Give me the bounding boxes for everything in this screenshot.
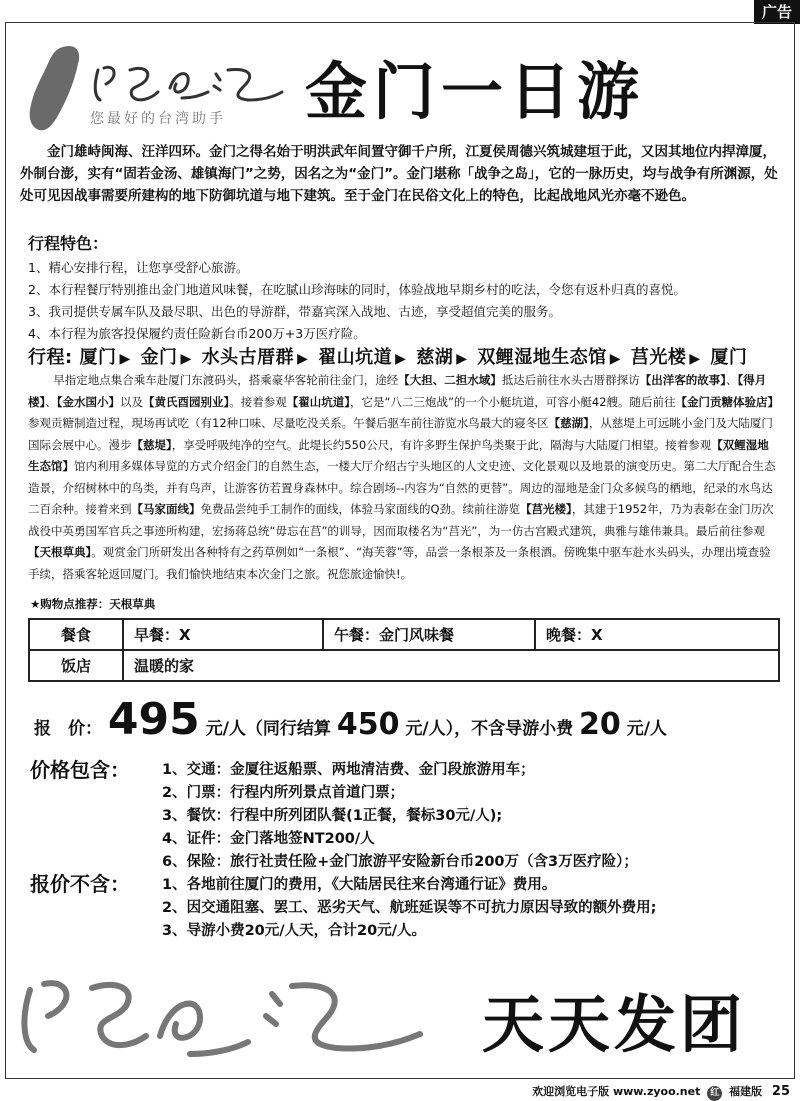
route-stop: 莒光楼 xyxy=(630,347,687,368)
attraction-name: 【大担、二担水域】 xyxy=(398,373,502,387)
page-title: 金门一日游 xyxy=(305,55,646,128)
attraction-name: 【金门贡糖体验店】 xyxy=(675,394,780,409)
hotel-label: 饭店 xyxy=(29,650,123,681)
table-row xyxy=(29,650,779,681)
breakfast-cell: 早餐：X xyxy=(123,619,323,650)
route-stop: 双鲤湿地生态馆 xyxy=(477,347,607,368)
detail-text: 以及 xyxy=(120,394,143,409)
attraction-name: 【慈湖】 xyxy=(548,416,589,430)
table-row xyxy=(29,619,779,650)
peer-price-unit: 元/人），不含导游小费 xyxy=(405,719,574,739)
included-item: 1、交通：金厦往返船票、两地清洁费、金门段旅游用车； xyxy=(162,762,535,778)
lunch-cell: 午餐：金门风味餐 xyxy=(323,619,535,650)
route-arrow-icon: ▶ xyxy=(297,351,309,367)
meals-label: 餐食 xyxy=(29,619,123,650)
included-item: 4、证件：金门落地签NT200/人 xyxy=(162,831,375,847)
excluded-list xyxy=(162,874,656,943)
tip-value: 20 xyxy=(579,707,621,742)
page-footer xyxy=(532,1083,790,1101)
attraction-name: 【马家面线】 xyxy=(131,502,201,516)
excluded-item: 2、因交通阻塞、罢工、恶劣天气、航班延误等不可抗力原因导致的额外费用; xyxy=(162,900,657,916)
price-value: 495 xyxy=(107,694,200,745)
footer-text: 欢迎浏览电子版 www.zyoo.net xyxy=(532,1085,701,1098)
price-unit: 元/人（同行结算 xyxy=(205,719,331,739)
attraction-name: 【金水国小】 xyxy=(56,394,120,409)
excluded-item: 3、导游小费20元/人天，合计20元/人。 xyxy=(162,923,427,939)
attraction-name: 【出洋客的故事】 xyxy=(639,373,727,387)
tip-unit: 元/人 xyxy=(626,719,667,739)
detail-text: 、 xyxy=(726,373,738,387)
route-arrow-icon: ▶ xyxy=(180,351,192,367)
detail-text: 、 xyxy=(45,394,57,409)
footer-edition: 福建版 xyxy=(729,1085,763,1098)
edition-badge: 红 xyxy=(707,1086,722,1101)
detail-text: ，其建于1952年，乃为表彰在金门历次战役中英勇国军官兵之事迹所构建，宏扬蒋总统“毋忘在莒”的训导，因而取楼名为“莒光”，为一仿古宫殿式建筑，典雅与雄伟兼具。最后前往参观 xyxy=(28,502,774,538)
route-stop: 厦门 xyxy=(79,347,117,368)
brand-handwriting xyxy=(95,67,282,100)
feature-item: 2、本行程餐厅特别推出金门地道风味餐，在吃腻山珍海味的同时，体验战地早期乡村的吃法，令您有返朴归真的喜悦。 xyxy=(28,282,686,297)
included-heading: 价格包含： xyxy=(30,758,130,782)
route-stop: 水头古厝群 xyxy=(201,347,295,368)
intro-paragraph: 金门雄峙闽海、汪洋四环。金门之得名始于明洪武年间置守御千户所，江夏侯周德兴筑城建垣于此，又因其地位内捍漳厦，外制台澎，实有“固若金汤、雄镇海门”之势，因名之为“金门”。金门堪称「战争之岛」，它的一脉历史，均与战争有所渊源，处处可见因战事需要所建构的地下防御坑道与地下建筑。至于金门在民俗文化上的特色，比起战地风光亦毫不逊色。 xyxy=(20,144,778,204)
features-list xyxy=(28,257,788,345)
attraction-name: 【慈堤】 xyxy=(131,437,172,452)
ad-label: 广告 xyxy=(754,0,800,24)
included-item: 3、餐饮：行程中所列团队餐(1正餐，餐标30元/人); xyxy=(162,808,503,824)
included-item: 2、门票：行程内所列景点首道门票； xyxy=(162,785,405,801)
detail-text: 抵达后前往水头古厝群探访 xyxy=(501,373,640,387)
brand-logo-large xyxy=(10,960,450,1070)
attraction-name: 【天根草典】 xyxy=(28,545,92,559)
dinner-cell: 晚餐：X xyxy=(535,619,779,650)
detail-text: ，从慈堤上可远眺小金门及大陆厦门国际会展中心。漫步 xyxy=(28,416,773,452)
detail-text: 参观贡糖制造过程，現场再试吃（有12种口味、尽量吃没关系。午餐后驱车前往游览水鸟最大的寝冬区 xyxy=(28,416,549,430)
included-list xyxy=(162,759,638,874)
page-number: 25 xyxy=(771,1084,790,1099)
route-stop: 翟山坑道 xyxy=(318,347,393,368)
price-label: 报 价： xyxy=(34,719,102,739)
meals-table xyxy=(28,618,780,682)
route-arrow-icon: ▶ xyxy=(395,351,407,367)
detail-text: ，享受呼吸纯净的空气。此堤长约550公尺，有许多野生保护鸟类聚于此，隔海与大陆厦门相望。接着参观 xyxy=(171,437,712,452)
detail-text: 免费品尝纯手工制作的面线，体验马家面线的Q劲。续前往游览 xyxy=(200,502,521,516)
hotel-cell: 温暖的家 xyxy=(123,650,779,681)
itinerary-detail xyxy=(28,370,780,585)
attraction-name: 【得月楼】 xyxy=(28,373,767,409)
features-heading: 行程特色： xyxy=(28,234,109,253)
shopping-recommendation: ★购物点推荐：天根草典 xyxy=(30,597,156,611)
included-item: 6、保险：旅行社责任险+金门旅游平安险新台币200万（含3万医疗险）； xyxy=(162,854,638,870)
route-arrow-icon: ▶ xyxy=(609,351,622,367)
attraction-name: 【翟山坑道】 xyxy=(286,394,350,409)
route-stop: 厦门 xyxy=(710,347,748,368)
feature-item: 4、本行程为旅客投保履约责任险新台币200万+3万医疗险。 xyxy=(28,326,366,341)
attraction-name: 【黄氏酉园别业】 xyxy=(143,394,230,409)
route-stop: 慈湖 xyxy=(416,347,454,368)
detail-text: 。接着参观 xyxy=(229,394,287,409)
detail-text: 。观赏金门所研发出各种特有之药草例如“一条根”、“海芙蓉”等，品尝一条根茶及一条根酒。傍晚集中驱车赴水头码头，办理出境查验手续，搭乘客轮返回厦门。我们愉快地结束本次金门之旅。祝您旅途愉快!。 xyxy=(28,545,771,581)
attraction-name: 【双鲤湿地生态馆】 xyxy=(28,437,769,473)
route-arrow-icon: ▶ xyxy=(689,351,701,367)
taiwan-island-icon xyxy=(30,46,79,130)
route-label: 行程: xyxy=(28,347,73,368)
detail-text: ，它是“八二三炮战”的一个小艇坑道，可容小艇42艘。随后前往 xyxy=(350,394,676,409)
slogan: 天天发团 xyxy=(482,988,747,1061)
itinerary-route xyxy=(28,343,747,369)
brand-tagline: 您最好的台湾助手 xyxy=(90,111,226,127)
detail-text: 馆内利用多媒体导览的方式介绍金门的自然生态，一楼大厅介绍古宁头地区的人文史迹、文化景观以及地景的演变历史。第二大厅配合生态造景，介绍树林中的鸟类，并有鸟声，让游客彷若置身森林中。综合剧场--内容为“自然的更替”。周边的湿地是金门众多候鸟的栖地，纪录的水鸟达二百余种。接着来到 xyxy=(28,459,776,516)
detail-text: 早指定地点集合乘车赴厦门东渡码头，搭乘豪华客轮前往金门，途经 xyxy=(53,373,399,387)
price-line xyxy=(34,694,667,745)
route-arrow-icon: ▶ xyxy=(119,351,131,367)
excluded-item: 1、各地前往厦门的费用，《大陆居民往来台湾通行证》费用。 xyxy=(162,877,557,893)
excluded-heading: 报价不含： xyxy=(30,872,130,896)
peer-price-value: 450 xyxy=(336,707,400,742)
route-stop: 金门 xyxy=(140,347,178,368)
route-arrow-icon: ▶ xyxy=(456,351,468,367)
feature-item: 3、我司提供专属车队及最尽职、出色的导游群，带嘉宾深入战地、古迹，享受超值完美的服务。 xyxy=(28,304,561,319)
attraction-name: 【莒光楼】 xyxy=(520,502,572,516)
feature-item: 1、精心安排行程，让您享受舒心旅游。 xyxy=(28,260,249,275)
